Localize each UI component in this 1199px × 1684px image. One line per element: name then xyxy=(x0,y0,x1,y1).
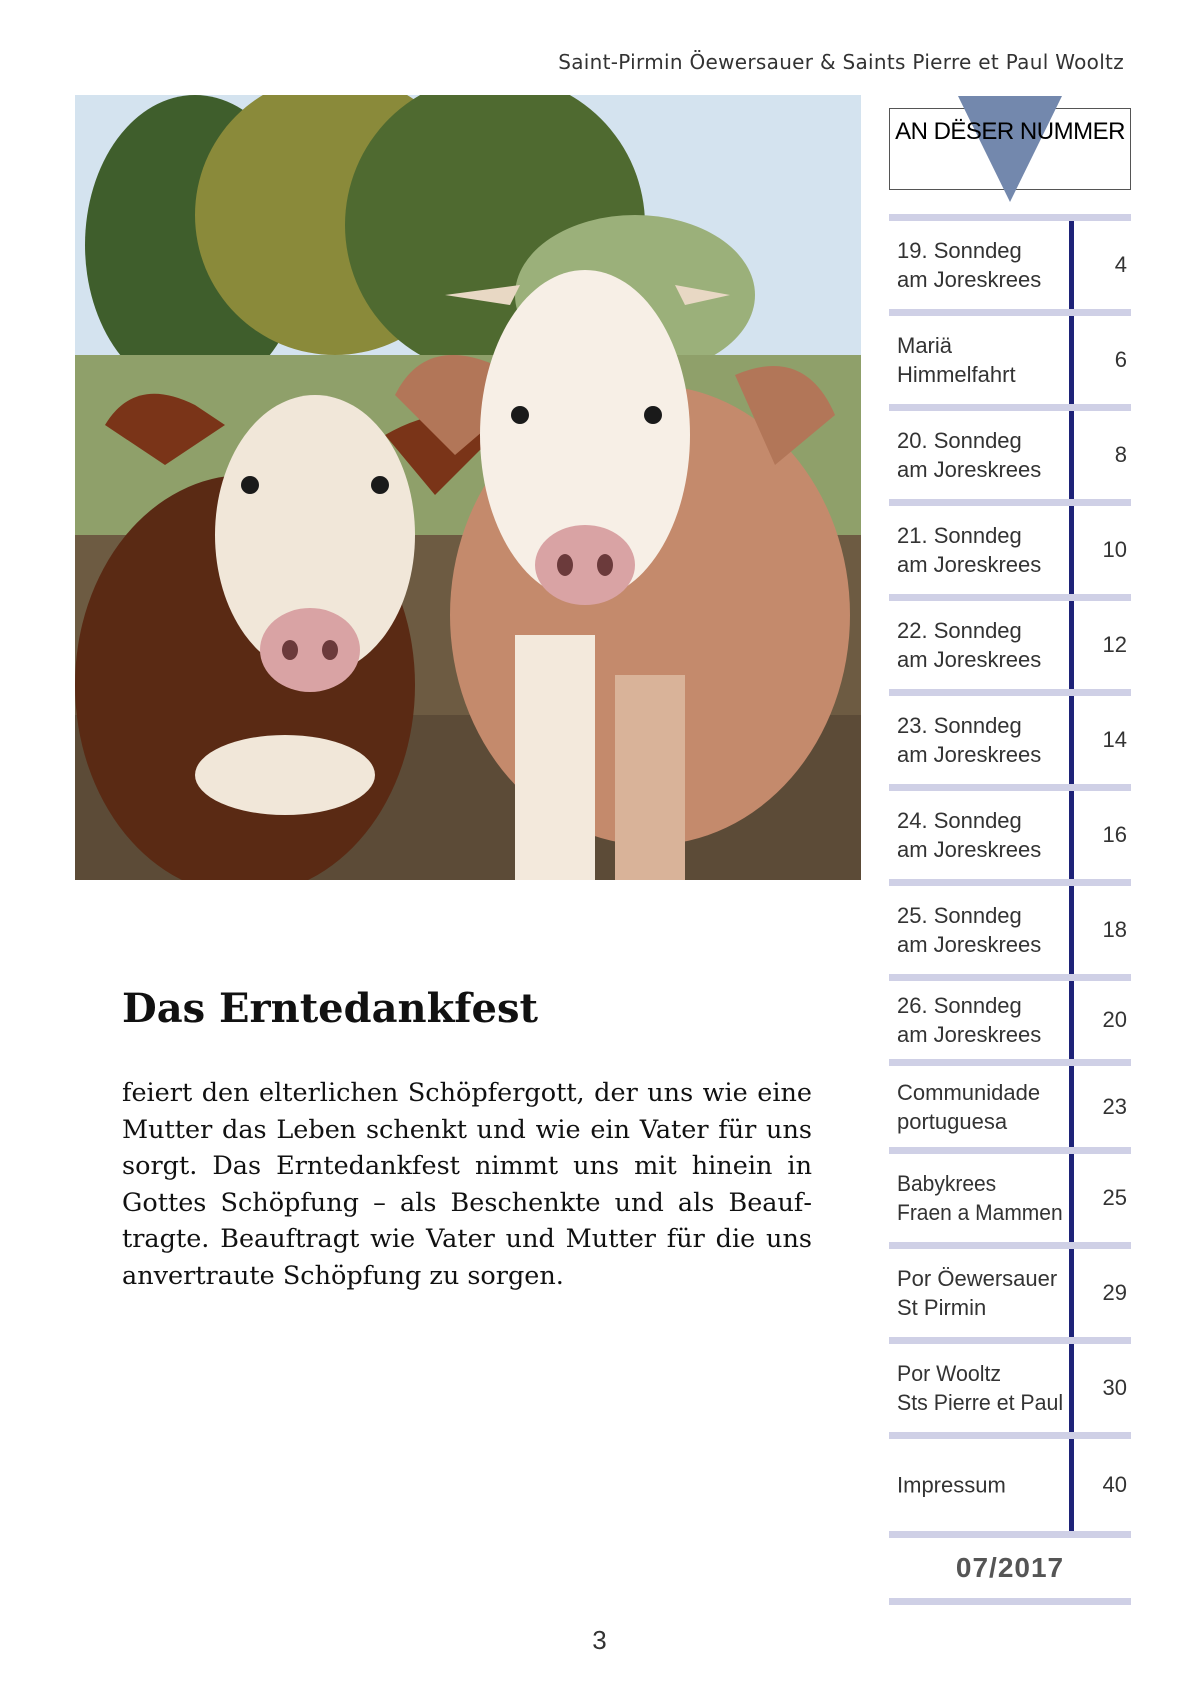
article-title: Das Erntedankfest xyxy=(122,985,538,1032)
toc-item-page: 29 xyxy=(1102,1280,1127,1305)
toc-divider-bar xyxy=(1069,1249,1074,1337)
toc-item-label: Mariä Himmelfahrt xyxy=(897,333,1016,387)
toc-separator xyxy=(889,784,1131,791)
toc-divider-bar xyxy=(1069,601,1074,689)
toc-item-label: 26. Sonndeg am Joreskrees xyxy=(897,993,1042,1047)
toc-item-label: 22. Sonndeg am Joreskrees xyxy=(897,618,1042,672)
toc-item[interactable] xyxy=(889,1154,1131,1242)
toc-item-page: 23 xyxy=(1102,1093,1127,1119)
triangle-arrow-icon xyxy=(958,96,1062,202)
toc-divider-bar xyxy=(1069,886,1074,974)
toc-item[interactable] xyxy=(889,981,1131,1059)
cows-photo xyxy=(75,95,861,880)
toc-item-page: 16 xyxy=(1102,822,1127,847)
toc-divider-bar xyxy=(1069,1154,1074,1242)
cows-illustration xyxy=(75,95,861,880)
toc-item[interactable] xyxy=(889,506,1131,594)
toc-separator xyxy=(889,594,1131,601)
toc-divider-bar xyxy=(1069,981,1074,1059)
article-body: feiert den elterlichen Schöpfergott, der uns wie eine Mutter das Leben schenkt und wie ein Vater für uns sorgt. Das Erntedankfest nimmt uns mit hinein in Gottes Schöpfung – als Beschenkte und als Beauftragte. Beauftragt wie Vater und Mutter für die uns anvertraute Schöpfung zu sorgen. xyxy=(122,1078,812,1291)
toc-divider-bar xyxy=(1069,411,1074,499)
toc-item-page: 20 xyxy=(1102,1007,1127,1032)
toc-separator xyxy=(889,1147,1131,1154)
toc-item-page: 25 xyxy=(1102,1185,1127,1210)
toc-item[interactable] xyxy=(889,221,1131,309)
table-of-contents xyxy=(889,214,1131,1605)
toc-divider-bar xyxy=(1069,1439,1074,1531)
toc-item[interactable] xyxy=(889,601,1131,689)
toc-separator xyxy=(889,1059,1131,1066)
toc-item-label: 19. Sonndeg am Joreskrees xyxy=(897,238,1042,292)
toc-item-page: 6 xyxy=(1114,347,1127,372)
toc-item-label: Communidade portuguesa xyxy=(897,1079,1041,1134)
toc-item-label: 20. Sonndeg am Joreskrees xyxy=(897,428,1042,482)
toc-separator xyxy=(889,1242,1131,1249)
toc-separator xyxy=(889,1432,1131,1439)
toc-divider-bar xyxy=(1069,221,1074,309)
toc-separator xyxy=(889,1531,1131,1538)
toc-item-label: Por Öewersauer St Pirmin xyxy=(897,1266,1058,1320)
toc-separator xyxy=(889,309,1131,316)
toc-item-page: 4 xyxy=(1114,252,1127,277)
toc-item-page: 12 xyxy=(1102,632,1127,657)
toc-item-page: 10 xyxy=(1102,537,1127,562)
toc-item-label: Por Wooltz Sts Pierre et Paul xyxy=(897,1361,1064,1415)
toc-separator xyxy=(889,404,1131,411)
toc-divider-bar xyxy=(1069,696,1074,784)
toc-heading: AN DËSER NUMMER xyxy=(895,118,1125,145)
toc-separator xyxy=(889,689,1131,696)
page-number: 3 xyxy=(592,1625,607,1655)
toc-divider-bar xyxy=(1069,1344,1074,1432)
toc-item[interactable] xyxy=(889,1344,1131,1432)
toc-item-label: Impressum xyxy=(897,1472,1006,1498)
toc-item-label: 23. Sonndeg am Joreskrees xyxy=(897,713,1042,767)
toc-divider-bar xyxy=(1069,791,1074,879)
toc-divider-bar xyxy=(1069,506,1074,594)
toc-divider-bar xyxy=(1069,316,1074,404)
toc-separator xyxy=(889,879,1131,886)
toc-item[interactable] xyxy=(889,1066,1131,1147)
toc-separator xyxy=(889,214,1131,221)
toc-item-page: 14 xyxy=(1102,727,1127,752)
toc-item-page: 30 xyxy=(1102,1375,1127,1400)
toc-separator xyxy=(889,1337,1131,1344)
toc-item[interactable] xyxy=(889,886,1131,974)
toc-item[interactable] xyxy=(889,1439,1131,1531)
toc-item-label: 21. Sonndeg am Joreskrees xyxy=(897,523,1042,577)
running-header: Saint-Pirmin Öewersauer & Saints Pierre et Paul Wooltz xyxy=(558,50,1124,74)
toc-item-page: 18 xyxy=(1102,917,1127,942)
issue-date: 07/2017 xyxy=(955,1552,1065,1583)
toc-item-label: 24. Sonndeg am Joreskrees xyxy=(897,808,1042,862)
toc-separator xyxy=(889,974,1131,981)
toc-separator xyxy=(889,1598,1131,1605)
toc-item[interactable] xyxy=(889,316,1131,404)
toc-item[interactable] xyxy=(889,411,1131,499)
toc-separator xyxy=(889,499,1131,506)
toc-item-label: Babykrees Fraen a Mammen xyxy=(897,1171,1063,1225)
toc-item[interactable] xyxy=(889,791,1131,879)
toc-divider-bar xyxy=(1069,1066,1074,1147)
toc-item[interactable] xyxy=(889,1249,1131,1337)
toc-item-page: 40 xyxy=(1102,1472,1127,1497)
toc-item[interactable] xyxy=(889,696,1131,784)
toc-item-page: 8 xyxy=(1114,442,1127,467)
toc-item-label: 25. Sonndeg am Joreskrees xyxy=(897,903,1042,957)
